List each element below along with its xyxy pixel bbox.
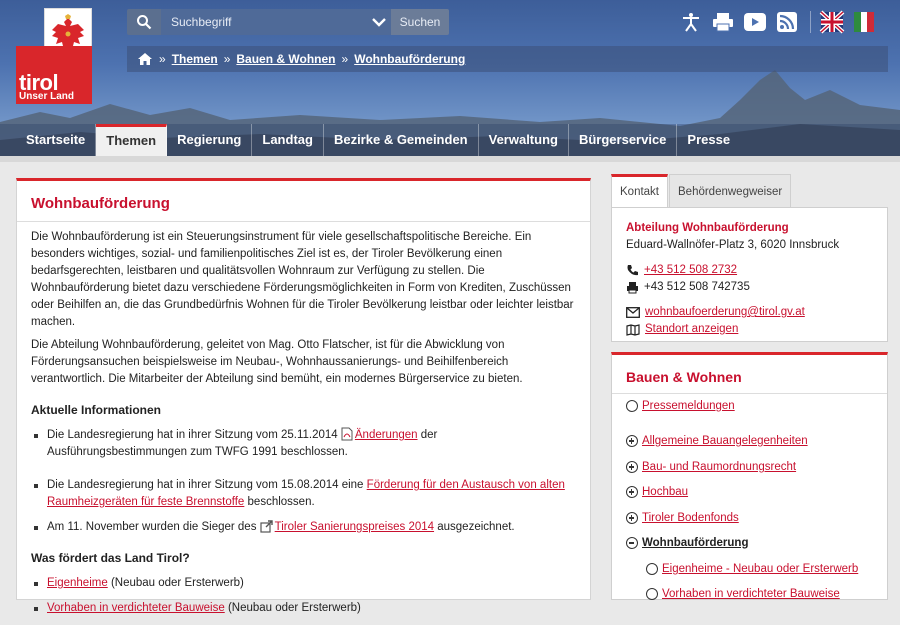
sidebar-item-label: Pressemeldungen xyxy=(642,400,735,412)
contact-phone[interactable]: +43 512 508 2732 xyxy=(644,264,738,276)
sidebar-item-label: Wohnbauförderung xyxy=(642,537,749,549)
info-heading: Aktuelle Informationen xyxy=(31,403,162,417)
nav-startseite[interactable]: Startseite xyxy=(16,124,96,156)
logo-title: tirol xyxy=(19,70,59,95)
info2-link[interactable]: Förderung für den Austausch von alten Raumheizgeräten für feste Brennstoffe xyxy=(47,479,565,508)
expand-plus-icon xyxy=(626,435,638,447)
sidebar-item-label: Allgemeine Bauangelegenheiten xyxy=(642,435,808,447)
sidebar-item-label: Tiroler Bodenfonds xyxy=(642,512,739,524)
breadcrumb xyxy=(127,46,888,72)
info1-text-post: der Ausführungsbestimmungen zum TWFG 1991 beschlossen. xyxy=(47,429,438,458)
sidebar-item-bodenfonds[interactable] xyxy=(626,512,739,524)
search-bar xyxy=(127,9,449,35)
list-item xyxy=(31,427,579,461)
sidebar-item-label: Hochbau xyxy=(642,486,689,498)
nav-verwaltung[interactable]: Verwaltung xyxy=(479,124,569,156)
print-icon[interactable] xyxy=(712,11,734,33)
info-list xyxy=(31,427,579,536)
icon-divider xyxy=(810,11,811,33)
sidebar-item-allgemeine[interactable] xyxy=(626,435,808,447)
accessibility-icon[interactable] xyxy=(680,11,702,33)
info3-text: Am 11. November wurden die Sieger des xyxy=(47,521,257,533)
page-title: Wohnbauförderung xyxy=(31,195,170,212)
external-link-icon xyxy=(260,520,273,533)
breadcrumb-current[interactable]: Wohnbauförderung xyxy=(354,52,466,66)
contact-tabs xyxy=(611,174,792,208)
info2-text: Die Landesregierung hat in ihrer Sitzung vom 15.08.2014 eine xyxy=(47,479,364,491)
site-header xyxy=(0,0,900,160)
support2-link[interactable]: Vorhaben in verdichteter Bauweise xyxy=(47,602,225,614)
main-navigation xyxy=(0,124,900,156)
nav-themen[interactable]: Themen xyxy=(96,124,167,156)
uk-flag-icon[interactable] xyxy=(821,11,843,33)
circle-bullet-icon xyxy=(626,400,638,412)
sidebar-item-raumordnungsrecht[interactable] xyxy=(626,461,796,473)
contact-fax: +43 512 508 742735 xyxy=(644,281,750,293)
phone-icon xyxy=(626,264,639,277)
expand-plus-icon xyxy=(626,486,638,498)
breadcrumb-separator: » xyxy=(341,52,349,66)
contact-map-link[interactable]: Standort anzeigen xyxy=(645,323,739,335)
nav-buergerservice[interactable]: Bürgerservice xyxy=(569,124,677,156)
circle-bullet-icon xyxy=(646,563,658,575)
section-nav-title[interactable]: Bauen & Wohnen xyxy=(626,369,742,385)
search-submit-button[interactable]: Suchen xyxy=(391,9,449,35)
contact-email-row xyxy=(626,304,873,321)
youtube-icon[interactable] xyxy=(744,11,766,33)
chevron-down-icon[interactable] xyxy=(367,9,391,35)
search-icon[interactable] xyxy=(127,9,161,35)
contact-map-row xyxy=(626,321,873,338)
list-item xyxy=(31,477,579,511)
contact-fax-row xyxy=(626,279,873,296)
logo-subtitle: Unser Land xyxy=(19,91,75,102)
support1-text: (Neubau oder Ersterwerb) xyxy=(110,577,244,589)
section-nav-divider xyxy=(612,393,887,394)
nav-bezirke-gemeinden[interactable]: Bezirke & Gemeinden xyxy=(324,124,479,156)
contact-email[interactable]: wohnbaufoerderung@tirol.gv.at xyxy=(645,306,805,318)
info2-text-post: beschlossen. xyxy=(247,496,315,508)
search-input[interactable]: Suchbegriff xyxy=(161,9,367,35)
expand-plus-icon xyxy=(626,512,638,524)
breadcrumb-themen[interactable]: Themen xyxy=(171,52,218,66)
logo-wordmark xyxy=(16,46,92,104)
article-body xyxy=(31,229,579,625)
support1-link[interactable]: Eigenheime xyxy=(47,577,108,589)
home-icon[interactable] xyxy=(137,52,153,66)
sidebar-item-pressemeldungen[interactable] xyxy=(626,400,735,412)
nav-landtag[interactable]: Landtag xyxy=(252,124,324,156)
tab-behoerdenwegweiser[interactable]: Behördenwegweiser xyxy=(669,174,791,208)
info3-link[interactable]: Tiroler Sanierungspreises 2014 xyxy=(274,521,435,533)
department-paragraph: Die Abteilung Wohnbauförderung, geleitet von Mag. Otto Flatscher, ist für die Abwicklung von Förderungsansuchen beispielsweise im Neubau-, Wohnhaussanierungs- und Beihilfenbereich verantwortlich. Die Mitarbeiter der Abteilung sind bemüht, ein modernes Bürgerservice zu bieten. xyxy=(31,339,523,385)
sidebar-item-verdichtete-bauweise[interactable] xyxy=(646,588,840,600)
main-content xyxy=(16,178,591,614)
tirol-logo[interactable] xyxy=(16,8,92,104)
support2-text: (Neubau oder Ersterwerb) xyxy=(227,602,361,614)
pdf-icon xyxy=(341,427,353,441)
list-item xyxy=(31,519,579,536)
info1-link[interactable]: Änderungen xyxy=(354,429,418,441)
contact-panel xyxy=(611,207,888,342)
collapse-minus-icon xyxy=(626,537,638,549)
info1-text: Die Landesregierung hat in ihrer Sitzung vom 25.11.2014 xyxy=(47,429,338,441)
tab-kontakt[interactable]: Kontakt xyxy=(611,174,668,208)
circle-bullet-icon xyxy=(646,588,658,600)
sidebar-item-wohnbaufoerderung[interactable] xyxy=(626,537,748,549)
italy-flag-icon[interactable] xyxy=(853,11,875,33)
sidebar-item-label: Vorhaben in verdichteter Bauweise xyxy=(662,588,840,600)
nav-shadow-bar xyxy=(0,156,900,162)
contact-address: Eduard-Wallnöfer-Platz 3, 6020 Innsbruck xyxy=(626,239,840,251)
contact-org: Abteilung Wohnbauförderung xyxy=(626,222,789,234)
nav-presse[interactable]: Presse xyxy=(687,132,731,147)
intro-paragraph: Die Wohnbauförderung ist ein Steuerungsinstrument für viele gesellschaftspolitische Bereiche. Ein besonders wichtiges, sozial- und familienpolitisches Ziel ist es, der Tiroler Bevölkerung einen bedarfsgerechten, leistbaren und qualitätsvollen Wohnraum zur Verfügung zu stellen. Die Wohnbauförderung bietet dazu verschiedene Förderungsmöglichkeiten in Form von Krediten, Zuschüssen oder Beihilfen an, die das Grundbedürfnis Wohnen für die Tiroler Bevölkerung leistbar oder leichter leistbar machen. xyxy=(31,231,574,328)
rss-icon[interactable] xyxy=(776,11,798,33)
utility-icons xyxy=(680,10,885,34)
section-nav-box xyxy=(611,352,888,600)
expand-plus-icon xyxy=(626,461,638,473)
breadcrumb-separator: » xyxy=(223,52,231,66)
info3-text-post: ausgezeichnet. xyxy=(437,521,515,533)
breadcrumb-separator: » xyxy=(159,52,166,66)
breadcrumb-bauen-wohnen[interactable]: Bauen & Wohnen xyxy=(236,52,336,66)
mail-icon xyxy=(626,307,640,318)
support-heading: Was fördert das Land Tirol? xyxy=(31,551,190,565)
sidebar-item-eigenheime[interactable] xyxy=(646,563,858,575)
map-icon xyxy=(626,324,640,336)
list-item xyxy=(31,600,579,617)
fax-icon xyxy=(626,281,639,294)
title-divider xyxy=(17,221,590,222)
sidebar-item-label: Eigenheime - Neubau oder Ersterwerb xyxy=(662,563,859,575)
nav-regierung[interactable]: Regierung xyxy=(167,124,252,156)
sidebar-item-label: Bau- und Raumordnungsrecht xyxy=(642,461,797,473)
list-item xyxy=(31,575,579,592)
sidebar-item-hochbau[interactable] xyxy=(626,486,688,498)
contact-phone-row xyxy=(626,262,873,279)
support-list xyxy=(31,575,579,617)
